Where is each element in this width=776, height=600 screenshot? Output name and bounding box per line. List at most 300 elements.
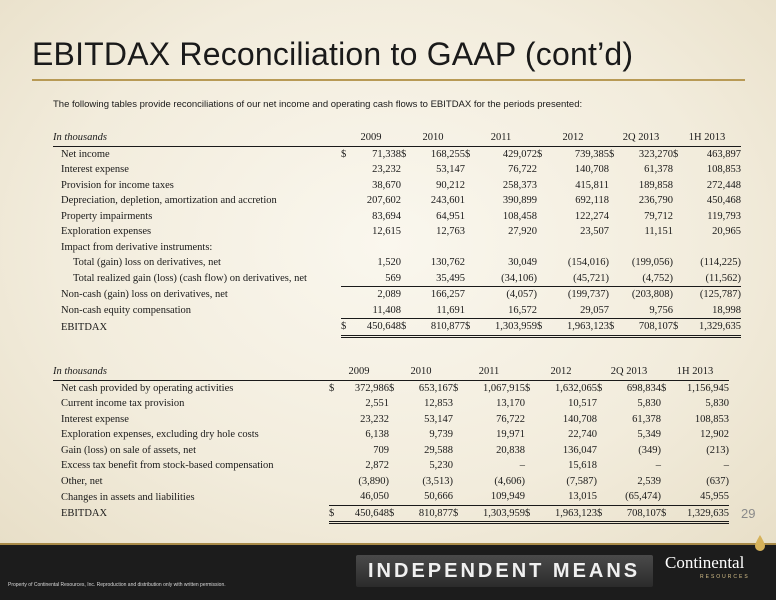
- currency-symbol: [453, 427, 463, 443]
- currency-symbol: [661, 474, 671, 490]
- value-cell: (4,752): [619, 271, 673, 287]
- currency-symbol: [673, 303, 683, 319]
- currency-symbol: [389, 489, 399, 505]
- row-label: Non-cash (gain) loss on derivatives, net: [61, 289, 228, 300]
- currency-symbol: [673, 162, 683, 178]
- footer-gold-line: [0, 543, 776, 545]
- currency-symbol: $: [609, 148, 615, 160]
- table-row: [53, 287, 741, 303]
- currency-symbol: [453, 443, 463, 459]
- currency-symbol: [537, 271, 547, 287]
- currency-symbol: [525, 396, 535, 412]
- header-label: In thousands: [53, 364, 329, 380]
- currency-symbol: [537, 178, 547, 194]
- value-cell: 35,495: [411, 271, 465, 287]
- row-label: Gain (loss) on sale of assets, net: [61, 444, 197, 456]
- value-cell: 50,666: [399, 489, 453, 505]
- table-row: [53, 146, 741, 162]
- currency-symbol: $: [537, 319, 547, 337]
- currency-symbol: [609, 271, 619, 287]
- row-label: Impact from derivative instruments:: [61, 241, 213, 253]
- value-cell: 450,468: [706, 195, 741, 207]
- value-cell: 1,067,915: [483, 382, 525, 394]
- value-cell: 38,670: [372, 179, 401, 191]
- currency-symbol: [609, 287, 619, 303]
- currency-symbol: [597, 458, 607, 474]
- row-label: Total realized gain (loss) (cash flow) on derivatives, net: [73, 273, 307, 284]
- value-cell: 109,949: [463, 489, 525, 505]
- currency-symbol: [609, 224, 619, 240]
- currency-symbol: [329, 427, 339, 443]
- net-income-reconciliation-table: [53, 130, 741, 338]
- value-cell: 5,830: [637, 398, 661, 410]
- table-row: [53, 427, 729, 443]
- brand-tagline: INDEPENDENT MEANS: [368, 560, 641, 582]
- value-cell: 11,408: [351, 303, 401, 319]
- currency-symbol: $: [453, 382, 459, 394]
- currency-symbol: $: [597, 382, 603, 394]
- value-cell: (34,106): [475, 271, 537, 287]
- value-cell: 1,156,945: [687, 382, 729, 394]
- currency-symbol: [525, 458, 535, 474]
- currency-symbol: [525, 489, 535, 505]
- currency-symbol: [389, 427, 399, 443]
- value-cell: 323,270: [638, 148, 673, 160]
- row-label: Depreciation, depletion, amortization and accretion: [61, 195, 277, 207]
- currency-symbol: [537, 209, 547, 225]
- value-cell: –: [655, 460, 661, 472]
- row-label: Interest expense: [61, 413, 129, 425]
- currency-symbol: [537, 255, 547, 271]
- value-cell: 23,232: [360, 413, 389, 425]
- value-cell: 19,971: [496, 429, 525, 441]
- value-cell: 429,072: [502, 148, 537, 160]
- value-cell: 1,329,635: [683, 319, 741, 337]
- row-label: Property impairments: [61, 210, 153, 222]
- currency-symbol: [401, 287, 411, 303]
- column-header: 2Q 2013: [597, 364, 661, 380]
- currency-symbol: [661, 489, 671, 505]
- currency-symbol: [525, 412, 535, 428]
- currency-symbol: [389, 396, 399, 412]
- value-cell: 12,615: [372, 226, 401, 238]
- currency-symbol: [329, 412, 339, 428]
- currency-symbol: [465, 303, 475, 319]
- column-header: 2009: [341, 130, 401, 146]
- value-cell: 5,830: [705, 398, 729, 410]
- value-cell: 9,756: [619, 303, 673, 319]
- currency-symbol: [661, 443, 671, 459]
- row-label: Net cash provided by operating activities: [61, 382, 234, 394]
- row-label: EBITDAX: [61, 321, 108, 333]
- currency-symbol: [525, 427, 535, 443]
- value-cell: 27,920: [508, 226, 537, 238]
- currency-symbol: [673, 271, 683, 287]
- value-cell: –: [519, 460, 525, 472]
- value-cell: 16,572: [475, 303, 537, 319]
- currency-symbol: [401, 224, 411, 240]
- currency-symbol: [401, 193, 411, 209]
- value-cell: 140,708: [574, 164, 609, 176]
- currency-symbol: [341, 193, 351, 209]
- value-cell: 140,708: [562, 413, 597, 425]
- value-cell: 20,965: [712, 226, 741, 238]
- table-row: [53, 380, 729, 396]
- value-cell: 415,811: [575, 179, 609, 191]
- column-header: 1H 2013: [661, 364, 729, 380]
- currency-symbol: [465, 193, 475, 209]
- currency-symbol: [465, 162, 475, 178]
- currency-symbol: [597, 427, 607, 443]
- column-header: 2011: [465, 130, 537, 146]
- currency-symbol: [609, 240, 619, 256]
- value-cell: 20,838: [496, 444, 525, 456]
- value-cell: (45,721): [547, 271, 609, 287]
- table-row: [53, 193, 741, 209]
- currency-symbol: [609, 209, 619, 225]
- table-header-row: [53, 364, 729, 380]
- value-cell: [683, 240, 741, 256]
- currency-symbol: [465, 209, 475, 225]
- value-cell: 108,853: [706, 164, 741, 176]
- value-cell: 739,385: [574, 148, 609, 160]
- column-header: 2010: [389, 364, 453, 380]
- row-label: Net income: [61, 148, 110, 160]
- currency-symbol: [453, 474, 463, 490]
- currency-symbol: [609, 162, 619, 178]
- currency-symbol: [537, 162, 547, 178]
- value-cell: 130,762: [430, 257, 465, 269]
- value-cell: 23,507: [580, 226, 609, 238]
- currency-symbol: [597, 489, 607, 505]
- currency-symbol: $: [609, 319, 619, 337]
- value-cell: 1,303,959: [463, 505, 525, 523]
- table-row: [53, 303, 741, 319]
- value-cell: 708,107: [619, 319, 673, 337]
- currency-symbol: [537, 224, 547, 240]
- value-cell: 1,520: [377, 257, 401, 269]
- currency-symbol: [401, 255, 411, 271]
- currency-symbol: [673, 178, 683, 194]
- value-cell: (114,225): [700, 257, 741, 269]
- value-cell: 569: [351, 271, 401, 287]
- value-cell: 12,853: [424, 398, 453, 410]
- value-cell: 22,740: [568, 429, 597, 441]
- table-row: [53, 443, 729, 459]
- currency-symbol: [597, 474, 607, 490]
- row-label: Exploration expenses, excluding dry hole costs: [61, 429, 259, 441]
- value-cell: 258,373: [502, 179, 537, 191]
- value-cell: 708,107: [607, 505, 661, 523]
- value-cell: 698,834: [626, 382, 661, 394]
- currency-symbol: [465, 287, 475, 303]
- value-cell: 71,338: [372, 148, 401, 160]
- value-cell: 9,739: [429, 429, 453, 441]
- currency-symbol: $: [389, 382, 395, 394]
- currency-symbol: [537, 303, 547, 319]
- value-cell: 12,902: [700, 429, 729, 441]
- currency-symbol: [401, 178, 411, 194]
- value-cell: 12,763: [436, 226, 465, 238]
- table-row: [53, 240, 741, 256]
- intro-text: The following tables provide reconciliations of our net income and operating cash flows to EBITDAX for the periods presented:: [53, 99, 583, 110]
- value-cell: 2,089: [377, 289, 401, 301]
- currency-symbol: $: [661, 505, 671, 523]
- currency-symbol: [329, 489, 339, 505]
- company-logo-subtitle: RESOURCES: [700, 574, 750, 580]
- column-header: 2012: [525, 364, 597, 380]
- currency-symbol: $: [597, 505, 607, 523]
- value-cell: 653,167: [418, 382, 453, 394]
- currency-symbol: [341, 209, 351, 225]
- value-cell: 122,274: [574, 210, 609, 222]
- currency-symbol: [609, 303, 619, 319]
- value-cell: 1,329,635: [671, 505, 729, 523]
- value-cell: 1,963,123: [547, 319, 609, 337]
- value-cell: 13,170: [496, 398, 525, 410]
- currency-symbol: [401, 240, 411, 256]
- value-cell: 15,618: [568, 460, 597, 472]
- value-cell: [619, 240, 673, 256]
- value-cell: 76,722: [508, 164, 537, 176]
- value-cell: 5,349: [637, 429, 661, 441]
- value-cell: 83,694: [372, 210, 401, 222]
- row-label: Interest expense: [61, 164, 129, 176]
- value-cell: (4,606): [494, 475, 525, 487]
- row-label: Changes in assets and liabilities: [61, 491, 195, 503]
- column-header: 1H 2013: [673, 130, 741, 146]
- currency-symbol: $: [329, 505, 339, 523]
- footer-disclaimer: Property of Continental Resources, Inc. Reproduction and distribution only with written permission.: [8, 582, 226, 588]
- currency-symbol: [341, 240, 351, 256]
- currency-symbol: [401, 209, 411, 225]
- value-cell: 709: [373, 444, 389, 456]
- table-row: [53, 255, 741, 271]
- column-header: 2Q 2013: [609, 130, 673, 146]
- currency-symbol: [661, 427, 671, 443]
- currency-symbol: [341, 287, 351, 303]
- value-cell: 23,232: [372, 164, 401, 176]
- value-cell: 189,858: [638, 179, 673, 191]
- value-cell: 5,230: [429, 460, 453, 472]
- currency-symbol: $: [525, 505, 535, 523]
- currency-symbol: $: [329, 382, 335, 394]
- table-row: [53, 396, 729, 412]
- currency-symbol: [465, 224, 475, 240]
- page-number: 29: [741, 506, 756, 521]
- currency-symbol: [401, 303, 411, 319]
- value-cell: (154,016): [567, 257, 609, 269]
- currency-symbol: [597, 412, 607, 428]
- currency-symbol: [609, 255, 619, 271]
- currency-symbol: [341, 178, 351, 194]
- company-logo: Continental: [665, 553, 745, 572]
- value-cell: (3,513): [422, 475, 453, 487]
- value-cell: (125,787): [699, 289, 741, 301]
- value-cell: 13,015: [535, 489, 597, 505]
- value-cell: 168,255: [430, 148, 465, 160]
- row-label: EBITDAX: [61, 508, 108, 520]
- currency-symbol: [673, 240, 683, 256]
- value-cell: 119,793: [707, 210, 741, 222]
- value-cell: 2,539: [637, 475, 661, 487]
- column-header: 2009: [329, 364, 389, 380]
- value-cell: 76,722: [496, 413, 525, 425]
- currency-symbol: [453, 412, 463, 428]
- value-cell: 136,047: [562, 444, 597, 456]
- value-cell: 108,458: [502, 210, 537, 222]
- value-cell: (11,562): [683, 271, 741, 287]
- currency-symbol: [329, 443, 339, 459]
- value-cell: (199,056): [631, 257, 673, 269]
- currency-symbol: [609, 193, 619, 209]
- table-row: [53, 412, 729, 428]
- value-cell: 30,049: [508, 257, 537, 269]
- currency-symbol: [673, 255, 683, 271]
- currency-symbol: [389, 458, 399, 474]
- table-row: [53, 224, 741, 240]
- value-cell: 53,147: [436, 164, 465, 176]
- currency-symbol: [341, 162, 351, 178]
- currency-symbol: [341, 224, 351, 240]
- value-cell: 18,998: [683, 303, 741, 319]
- currency-symbol: $: [525, 382, 531, 394]
- currency-symbol: $: [465, 319, 475, 337]
- row-label: Current income tax provision: [61, 398, 185, 410]
- currency-symbol: $: [401, 319, 411, 337]
- value-cell: 450,648: [351, 319, 401, 337]
- currency-symbol: [465, 240, 475, 256]
- value-cell: (7,587): [566, 475, 597, 487]
- value-cell: 29,057: [547, 303, 609, 319]
- currency-symbol: [609, 178, 619, 194]
- row-label: Exploration expenses: [61, 226, 152, 238]
- currency-symbol: [537, 193, 547, 209]
- table-row: [53, 162, 741, 178]
- value-cell: –: [723, 460, 729, 472]
- currency-symbol: [401, 162, 411, 178]
- value-cell: (199,737): [567, 289, 609, 301]
- currency-symbol: [453, 396, 463, 412]
- currency-symbol: [673, 224, 683, 240]
- row-label: Total (gain) loss on derivatives, net: [73, 257, 221, 269]
- operating-cash-flow-reconciliation-table: [53, 364, 729, 524]
- value-cell: (203,808): [631, 289, 673, 301]
- value-cell: 79,712: [644, 210, 673, 222]
- column-header: 2011: [453, 364, 525, 380]
- value-cell: [475, 240, 537, 256]
- value-cell: (4,057): [506, 289, 537, 301]
- currency-symbol: [341, 303, 351, 319]
- slide-title: EBITDAX Reconciliation to GAAP (cont’d): [32, 36, 634, 72]
- value-cell: 810,877: [399, 505, 453, 523]
- value-cell: 61,378: [644, 164, 673, 176]
- currency-symbol: $: [537, 148, 543, 160]
- value-cell: [351, 240, 401, 256]
- title-divider: [32, 79, 745, 81]
- value-cell: 207,602: [366, 195, 401, 207]
- value-cell: (637): [706, 475, 729, 487]
- currency-symbol: [341, 255, 351, 271]
- value-cell: 11,151: [644, 226, 673, 238]
- oil-drop-icon: [755, 535, 765, 551]
- currency-symbol: $: [389, 505, 399, 523]
- currency-symbol: [329, 396, 339, 412]
- value-cell: 46,050: [339, 489, 389, 505]
- table-row: [53, 319, 741, 337]
- currency-symbol: [465, 255, 475, 271]
- currency-symbol: [673, 287, 683, 303]
- currency-symbol: $: [661, 382, 667, 394]
- currency-symbol: [661, 458, 671, 474]
- currency-symbol: [673, 193, 683, 209]
- header-label: In thousands: [53, 130, 341, 146]
- currency-symbol: [341, 271, 351, 287]
- value-cell: 463,897: [706, 148, 741, 160]
- currency-symbol: [597, 396, 607, 412]
- value-cell: 11,691: [411, 303, 465, 319]
- value-cell: 1,632,065: [555, 382, 597, 394]
- currency-symbol: [465, 178, 475, 194]
- value-cell: 108,853: [694, 413, 729, 425]
- value-cell: 6,138: [365, 429, 389, 441]
- value-cell: 2,872: [365, 460, 389, 472]
- value-cell: 166,257: [430, 289, 465, 301]
- value-cell: 45,955: [671, 489, 729, 505]
- value-cell: 64,951: [436, 210, 465, 222]
- currency-symbol: [389, 443, 399, 459]
- table-row: [53, 489, 729, 505]
- value-cell: 692,118: [575, 195, 609, 207]
- value-cell: (65,474): [607, 489, 661, 505]
- value-cell: 90,212: [436, 179, 465, 191]
- value-cell: 390,899: [502, 195, 537, 207]
- value-cell: 243,601: [430, 195, 465, 207]
- value-cell: 810,877: [411, 319, 465, 337]
- value-cell: 2,551: [365, 398, 389, 410]
- table-header-row: [53, 130, 741, 146]
- value-cell: 1,963,123: [535, 505, 597, 523]
- currency-symbol: $: [341, 148, 347, 160]
- currency-symbol: [329, 474, 339, 490]
- currency-symbol: [525, 474, 535, 490]
- currency-symbol: $: [401, 148, 407, 160]
- value-cell: [411, 240, 465, 256]
- currency-symbol: [661, 396, 671, 412]
- value-cell: 10,517: [568, 398, 597, 410]
- currency-symbol: [389, 412, 399, 428]
- currency-symbol: [525, 443, 535, 459]
- value-cell: (213): [706, 444, 729, 456]
- value-cell: 1,303,959: [475, 319, 537, 337]
- currency-symbol: [537, 240, 547, 256]
- currency-symbol: $: [673, 148, 679, 160]
- currency-symbol: [453, 489, 463, 505]
- currency-symbol: $: [465, 148, 471, 160]
- currency-symbol: $: [453, 505, 463, 523]
- currency-symbol: [329, 458, 339, 474]
- currency-symbol: [661, 412, 671, 428]
- currency-symbol: [673, 209, 683, 225]
- currency-symbol: [389, 474, 399, 490]
- currency-symbol: $: [341, 319, 351, 337]
- value-cell: (3,890): [358, 475, 389, 487]
- value-cell: 29,588: [424, 444, 453, 456]
- currency-symbol: [453, 458, 463, 474]
- currency-symbol: [465, 271, 475, 287]
- value-cell: 236,790: [638, 195, 673, 207]
- table-row: [53, 474, 729, 490]
